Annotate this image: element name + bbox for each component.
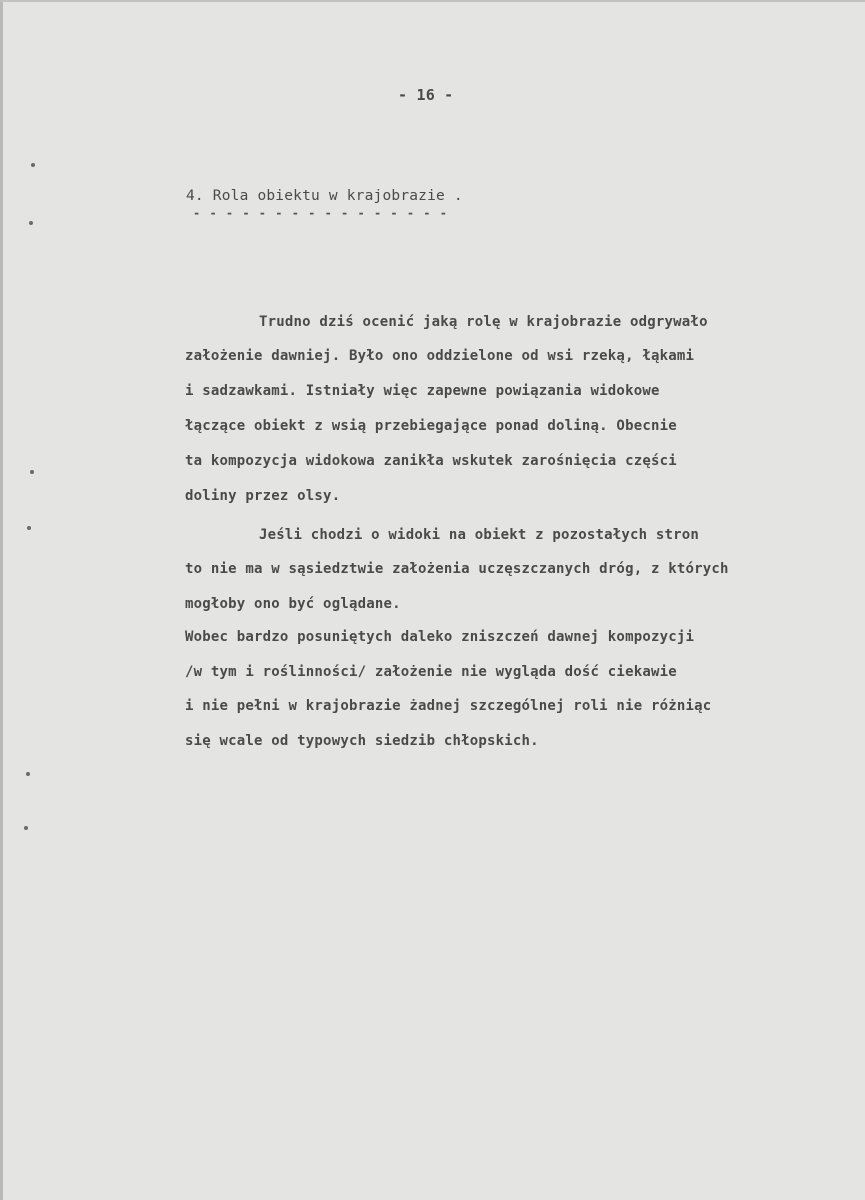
body-line: /w tym i roślinności/ założenie nie wygląda dość ciekawie xyxy=(185,664,677,680)
body-line: to nie ma w sąsiedztwie założenia uczęszczanych dróg, z których xyxy=(185,561,729,577)
heading-underline: - - - - - - - - - - - - - - - - xyxy=(193,206,448,220)
body-line: założenie dawniej. Było ono oddzielone od wsi rzeką, łąkami xyxy=(185,348,695,364)
body-line: Jeśli chodzi o widoki na obiekt z pozostałych stron xyxy=(259,527,700,543)
section-heading: 4. Rola obiektu w krajobrazie . xyxy=(186,188,463,204)
punch-mark xyxy=(27,526,31,530)
punch-mark xyxy=(26,772,30,776)
body-line: Wobec bardzo posuniętych daleko zniszczeń dawnej kompozycji xyxy=(185,629,695,645)
punch-mark xyxy=(24,826,28,830)
page-edge-left xyxy=(0,0,3,1200)
punch-mark xyxy=(31,163,35,167)
body-line: mogłoby ono być oglądane. xyxy=(185,596,401,612)
page-edge-top xyxy=(0,0,865,2)
body-line: Trudno dziś ocenić jaką rolę w krajobrazie odgrywało xyxy=(259,314,708,330)
punch-mark xyxy=(30,470,34,474)
body-line: się wcale od typowych siedzib chłopskich. xyxy=(185,733,539,749)
body-line: ta kompozycja widokowa zanikła wskutek zarośnięcia części xyxy=(185,453,677,469)
body-line: i nie pełni w krajobrazie żadnej szczególnej roli nie różniąc xyxy=(185,698,712,714)
body-line: i sadzawkami. Istniały więc zapewne powiązania widokowe xyxy=(185,383,660,399)
page-number: - 16 - xyxy=(398,86,454,104)
punch-mark xyxy=(29,221,33,225)
body-line: łączące obiekt z wsią przebiegające ponad doliną. Obecnie xyxy=(185,418,677,434)
body-line: doliny przez olsy. xyxy=(185,488,341,504)
